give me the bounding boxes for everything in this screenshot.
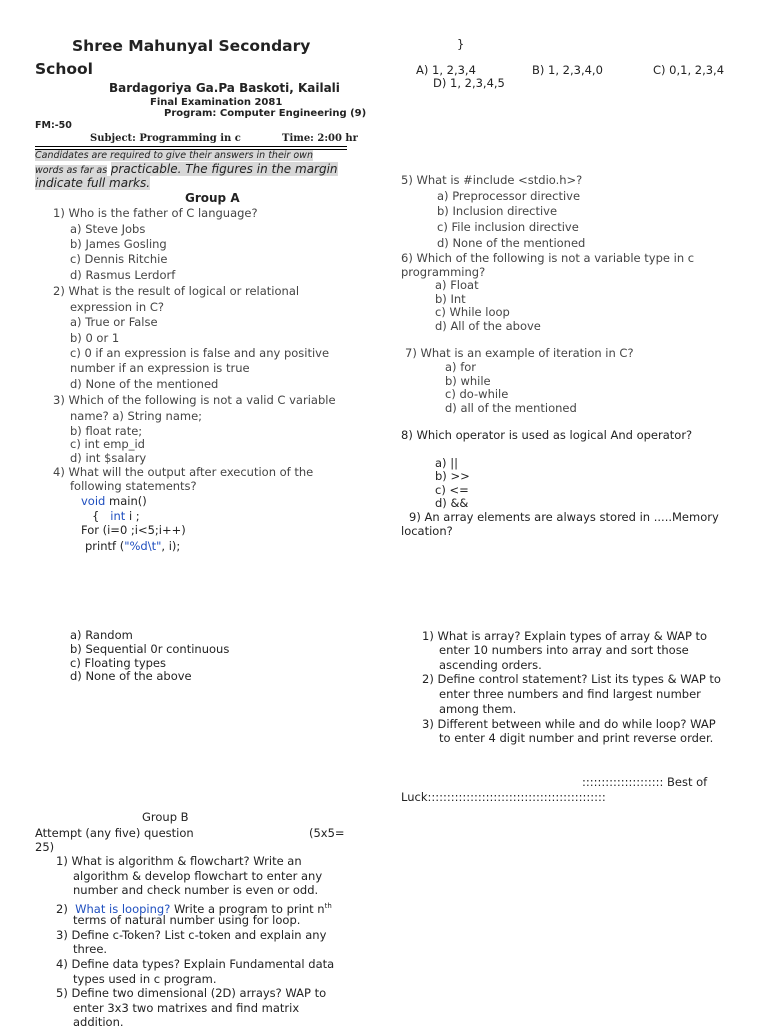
gb-q2-rest: Write a program to print n <box>170 901 325 916</box>
gb-q2-superscript: th <box>324 902 332 910</box>
q5-option-c: c) File inclusion directive <box>437 220 579 234</box>
q4-option-b: B) 1, 2,3,4,0 <box>532 63 603 77</box>
q2-text: 2) What is the result of logical or relational <box>53 284 300 298</box>
q7-option-d: d) all of the mentioned <box>445 401 577 415</box>
code-var-i: i ; <box>125 509 140 523</box>
q2-option-c: c) 0 if an expression is false and any positive <box>70 346 330 360</box>
q6-text-cont: programming? <box>401 265 486 279</box>
q4-text-cont: following statements? <box>70 479 197 493</box>
header-rule-top <box>35 146 347 147</box>
gc-q3-cont: to enter 4 digit number and print reverse order. <box>439 731 714 745</box>
q9-text: 9) An array elements are always stored in .....Memory <box>409 510 719 524</box>
q3-text-cont: name? a) String name; <box>70 409 203 423</box>
full-marks: FM:-50 <box>35 120 72 131</box>
q9-text-cont: location? <box>401 524 453 538</box>
gb-q3-cont: three. <box>73 942 108 956</box>
q6-option-b: b) Int <box>435 292 466 306</box>
gb-q5: 5) Define two dimensional (2D) arrays? WAP to <box>56 986 327 1000</box>
gb-q3: 3) Define c-Token? List c-token and explain any <box>56 928 327 942</box>
code-keyword-int: int <box>110 509 126 523</box>
q4-option-a: A) 1, 2,3,4 <box>416 63 476 77</box>
school-name-line2: School <box>35 60 93 78</box>
group-b-marks: (5x5= <box>309 826 345 840</box>
gb-q2-cont: terms of natural number using for loop. <box>73 913 301 927</box>
q3-option-c: c) int emp_id <box>70 437 145 451</box>
q5-text: 5) What is #include <stdio.h>? <box>401 173 583 187</box>
gc-q1: 1) What is array? Explain types of array & WAP to <box>422 629 708 643</box>
q1-option-b: b) James Gosling <box>70 237 167 251</box>
q8-option-d: d) && <box>435 496 469 510</box>
q9-option-a: a) Random <box>70 628 133 642</box>
exam-time: Time: 2:00 hr <box>282 133 358 144</box>
q8-text: 8) Which operator is used as logical And operator? <box>401 428 693 442</box>
q4-text: 4) What will the output after execution of the <box>53 465 314 479</box>
q6-option-c: c) While loop <box>435 305 510 319</box>
code-line-main <box>81 494 147 508</box>
gc-q2-cont1: enter three numbers and find largest number <box>439 687 701 701</box>
q2-option-d: d) None of the mentioned <box>70 377 219 391</box>
q5-option-b: b) Inclusion directive <box>437 204 558 218</box>
q2-text-cont: expression in C? <box>70 300 164 314</box>
q6-option-d: d) All of the above <box>435 319 541 333</box>
q9-option-b: b) Sequential 0r continuous <box>70 642 230 656</box>
exam-title: Final Examination 2081 <box>150 97 283 108</box>
instructions-text-small2: words as far as <box>35 165 108 176</box>
code-line-printf <box>85 539 180 553</box>
code-main: main() <box>105 494 147 508</box>
gc-q2-cont2: among them. <box>439 702 517 716</box>
q6-text: 6) Which of the following is not a variable type in c <box>401 251 695 265</box>
q8-option-c: c) <= <box>435 483 469 497</box>
q4-option-c: C) 0,1, 2,3,4 <box>653 63 725 77</box>
instructions-line3 <box>35 176 150 190</box>
q7-option-a: a) for <box>445 360 477 374</box>
code-keyword-void: void <box>81 494 106 508</box>
instructions-text-big: practicable. The figures in the margin <box>110 162 338 176</box>
q3-option-b: b) float rate; <box>70 424 143 438</box>
group-b-attempt: Attempt (any five) question <box>35 826 194 840</box>
gc-q1-cont1: enter 10 numbers into array and sort those <box>439 643 689 657</box>
gb-q2-looping: What is looping? <box>75 901 171 916</box>
q9-option-c: c) Floating types <box>70 656 166 670</box>
best-of-luck-line1: ::::::::::::::::::::: Best of <box>582 775 708 789</box>
gb-q2-number: 2) <box>56 901 68 916</box>
q3-text: 3) Which of the following is not a valid C variable <box>53 393 336 407</box>
q3-option-d: d) int $salary <box>70 451 147 465</box>
subject-line: Subject: Programming in c <box>90 133 241 144</box>
gb-q4: 4) Define data types? Explain Fundamental data <box>56 957 335 971</box>
program-line: Program: Computer Engineering (9) <box>164 108 367 119</box>
gb-q1: 1) What is algorithm & flowchart? Write an <box>56 854 302 868</box>
gb-q5-cont1: enter 3x3 two matrixes and find matrix <box>73 1001 300 1015</box>
q7-option-b: b) while <box>445 374 491 388</box>
q1-option-c: c) Dennis Ritchie <box>70 252 168 266</box>
school-name-line1: Shree Mahunyal Secondary <box>72 37 311 55</box>
code-format-string: "%d\t" <box>124 539 162 553</box>
code-open-brace: { <box>92 509 100 523</box>
best-of-luck-line2: Luck:::::::::::::::::::::::::::::::::::::::::::::: <box>401 790 606 804</box>
group-a-title: Group A <box>185 191 240 205</box>
gc-q3: 3) Different between while and do while loop? WAP <box>422 717 716 731</box>
q8-option-a: a) || <box>435 456 458 470</box>
code-line-decl <box>92 509 140 523</box>
q1-option-a: a) Steve Jobs <box>70 222 146 236</box>
gb-q1-cont1: algorithm & develop flowchart to enter any <box>73 869 323 883</box>
group-b-title: Group B <box>142 810 189 824</box>
code-printf: printf ( <box>85 539 125 553</box>
q7-text: 7) What is an example of iteration in C? <box>405 346 634 360</box>
q5-option-a: a) Preprocessor directive <box>437 189 581 203</box>
school-address: Bardagoriya Ga.Pa Baskoti, Kailali <box>109 81 340 95</box>
q9-option-d: d) None of the above <box>70 669 192 683</box>
instructions-line2 <box>35 162 338 176</box>
q4-option-d: D) 1, 2,3,4,5 <box>433 76 505 90</box>
gb-q4-cont: types used in c program. <box>73 972 217 986</box>
gb-q1-cont2: number and check number is even or odd. <box>73 883 319 897</box>
group-b-marks-cont: 25) <box>35 840 55 854</box>
q2-option-c-cont: number if an expression is true <box>70 361 250 375</box>
q8-option-b: b) >> <box>435 469 470 483</box>
q6-option-a: a) Float <box>435 278 479 292</box>
q5-option-d: d) None of the mentioned <box>437 236 586 250</box>
gc-q1-cont2: ascending orders. <box>439 658 542 672</box>
instructions-text-small: Candidates are required to give their answers in their own <box>35 150 313 161</box>
q1-option-d: d) Rasmus Lerdorf <box>70 268 176 282</box>
instructions-line1 <box>35 150 313 161</box>
code-printf-end: , i); <box>161 539 181 553</box>
gb-q5-cont2: addition. <box>73 1015 124 1029</box>
q2-option-a: a) True or False <box>70 315 158 329</box>
code-line-for: For (i=0 ;i<5;i++) <box>81 523 186 537</box>
q2-option-b: b) 0 or 1 <box>70 331 120 345</box>
instructions-text-big2: indicate full marks. <box>35 176 151 190</box>
q1-text: 1) Who is the father of C language? <box>53 206 258 220</box>
q7-option-c: c) do-while <box>445 387 509 401</box>
code-close-brace: } <box>457 37 465 51</box>
gc-q2: 2) Define control statement? List its types & WAP to <box>422 672 721 686</box>
